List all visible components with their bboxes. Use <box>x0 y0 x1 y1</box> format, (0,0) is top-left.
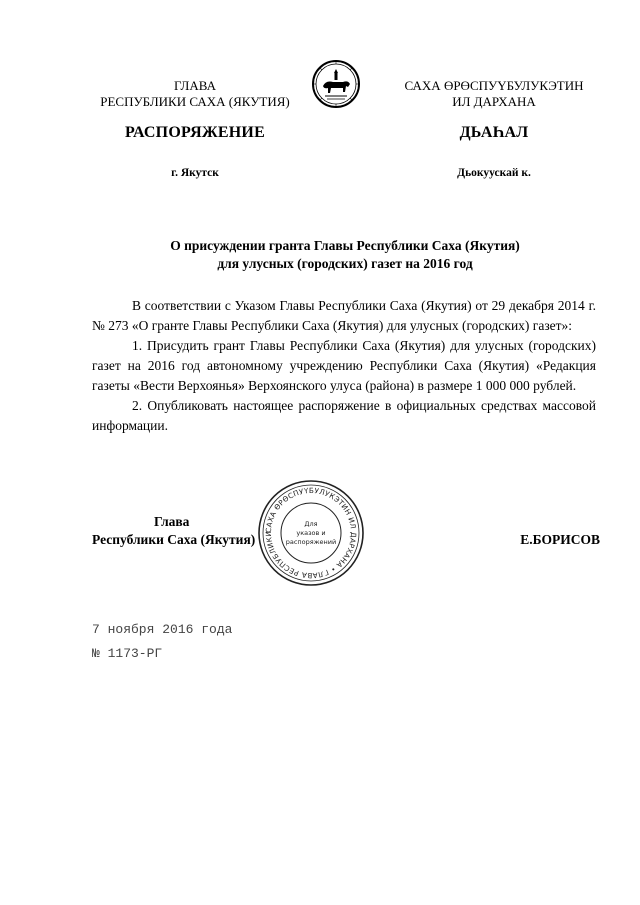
document-type-title: РАСПОРЯЖЕНИЕ <box>125 124 265 141</box>
body-paragraph-3: 2. Опубликовать настоящее распоряжение в официальных средствах массовой информации. <box>92 398 596 433</box>
stamp-inner-line3: распоряжений <box>285 538 337 546</box>
header-left-line1: ГЛАВА <box>174 78 216 93</box>
city-right: Дьокуускай к. <box>457 167 531 179</box>
document-subject <box>80 237 610 273</box>
signature-line2: Республики Саха (Якутия) <box>92 532 256 547</box>
document-type-title-sakha: ДЬАҺАЛ <box>459 124 529 141</box>
stamp-inner-line1: Для <box>304 520 318 528</box>
subject-line1: О присуждении гранта Главы Республики Саха (Якутия) <box>170 238 520 253</box>
coat-of-arms-emblem <box>311 58 361 110</box>
header-right <box>378 78 610 110</box>
city-left: г. Якутск <box>171 167 219 179</box>
document-date: 7 ноября 2016 года <box>92 622 233 637</box>
document-number: № 1173-РГ <box>92 646 163 661</box>
header-right-line1: САХА ӨРӨСПУҮБУЛУКЭТИН <box>404 78 584 93</box>
stamp-ring-text: САХА ӨРӨСПУҮБУЛУКЭТИН ИЛ ДАРХАНА • ГЛАВА РЕСПУБЛИКИ <box>263 485 359 581</box>
body-paragraph-1: В соответствии с Указом Главы Республики Саха (Якутия) от 29 декабря 2014 г. № 273 «О гранте Главы Республики Саха (Якутия) для улусных (городских) газет»: <box>92 298 596 333</box>
signature-line1: Глава <box>154 514 190 529</box>
header-left-line2: РЕСПУБЛИКИ САХА (ЯКУТИЯ) <box>100 94 290 109</box>
stamp-inner-line2: указов и <box>296 529 326 537</box>
signatory-name: Е.БОРИСОВ <box>520 532 600 547</box>
document-body <box>92 296 596 436</box>
body-paragraph-2: 1. Присудить грант Главы Республики Саха (Якутия) для улусных (городских) газет на 2016 год автономному учреждению Республики Саха (Якутия) «Редакция газеты «Вести Верхоянья» Верхоянского улуса (района) в размере 1 000 000 рублей. <box>92 338 596 393</box>
header-right-line2: ИЛ ДАРХАНА <box>452 94 536 109</box>
subject-line2: для улусных (городских) газет на 2016 год <box>217 256 473 271</box>
header-left <box>80 78 310 110</box>
official-stamp <box>256 478 366 588</box>
